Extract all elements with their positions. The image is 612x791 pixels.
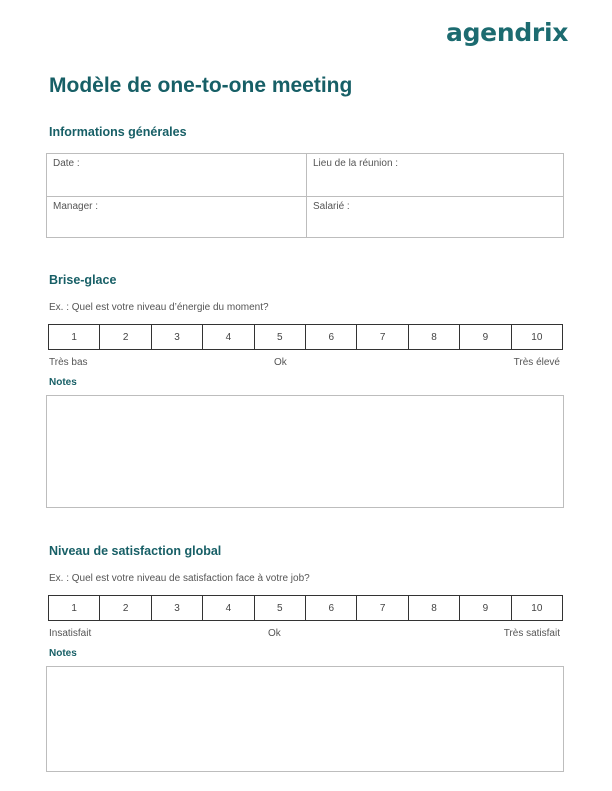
scale-option[interactable]: 4 (202, 325, 253, 349)
scale-option[interactable]: 5 (254, 596, 305, 620)
satisfaction-notes-label: Notes (49, 648, 77, 659)
manager-label: Manager : (53, 201, 99, 212)
scale-option[interactable]: 6 (305, 596, 356, 620)
icebreaker-notes-label: Notes (49, 377, 77, 388)
scale-option[interactable]: 2 (99, 596, 150, 620)
scale-option[interactable]: 9 (459, 325, 510, 349)
scale-option[interactable]: 4 (202, 596, 253, 620)
satisfaction-question: Ex. : Quel est votre niveau de satisfaction face à votre job? (49, 573, 310, 584)
scale-label-high: Très satisfait (503, 628, 560, 639)
scale-label-high: Très élevé (513, 357, 560, 368)
icebreaker-notes-box[interactable] (46, 395, 564, 508)
scale-option[interactable]: 6 (305, 325, 356, 349)
scale-option[interactable]: 8 (408, 325, 459, 349)
scale-option[interactable]: 1 (71, 602, 77, 614)
scale-label-low: Insatisfait (49, 628, 92, 639)
satisfaction-scale (48, 595, 563, 621)
icebreaker-heading: Brise-glace (49, 273, 117, 287)
scale-option[interactable]: 8 (408, 596, 459, 620)
icebreaker-scale (48, 324, 563, 350)
location-label: Lieu de la réunion : (313, 158, 399, 169)
scale-option[interactable]: 9 (459, 596, 510, 620)
agendrix-logo: agendrix (446, 18, 569, 47)
scale-option[interactable]: 10 (511, 596, 562, 620)
page-title: Modèle de one-to-one meeting (49, 74, 353, 97)
manager-field[interactable] (47, 196, 306, 237)
location-field[interactable] (306, 154, 563, 196)
scale-option[interactable]: 3 (151, 596, 202, 620)
general-info-table (46, 153, 564, 238)
general-info-heading: Informations générales (49, 125, 187, 139)
scale-label-mid: Ok (274, 357, 287, 368)
date-field[interactable] (47, 154, 306, 196)
scale-option[interactable]: 7 (356, 325, 407, 349)
icebreaker-question: Ex. : Quel est votre niveau d’énergie du moment? (49, 302, 269, 313)
scale-option[interactable]: 1 (71, 331, 77, 343)
date-label: Date : (53, 158, 80, 169)
scale-option[interactable]: 7 (356, 596, 407, 620)
satisfaction-heading: Niveau de satisfaction global (49, 544, 222, 558)
scale-option[interactable]: 10 (511, 325, 562, 349)
employee-field[interactable] (306, 196, 563, 237)
scale-option[interactable]: 3 (151, 325, 202, 349)
satisfaction-notes-box[interactable] (46, 666, 564, 772)
scale-label-mid: Ok (268, 628, 281, 639)
scale-option[interactable]: 2 (99, 325, 150, 349)
employee-label: Salarié : (313, 201, 350, 212)
scale-label-low: Très bas (49, 357, 88, 368)
scale-option[interactable]: 5 (254, 325, 305, 349)
